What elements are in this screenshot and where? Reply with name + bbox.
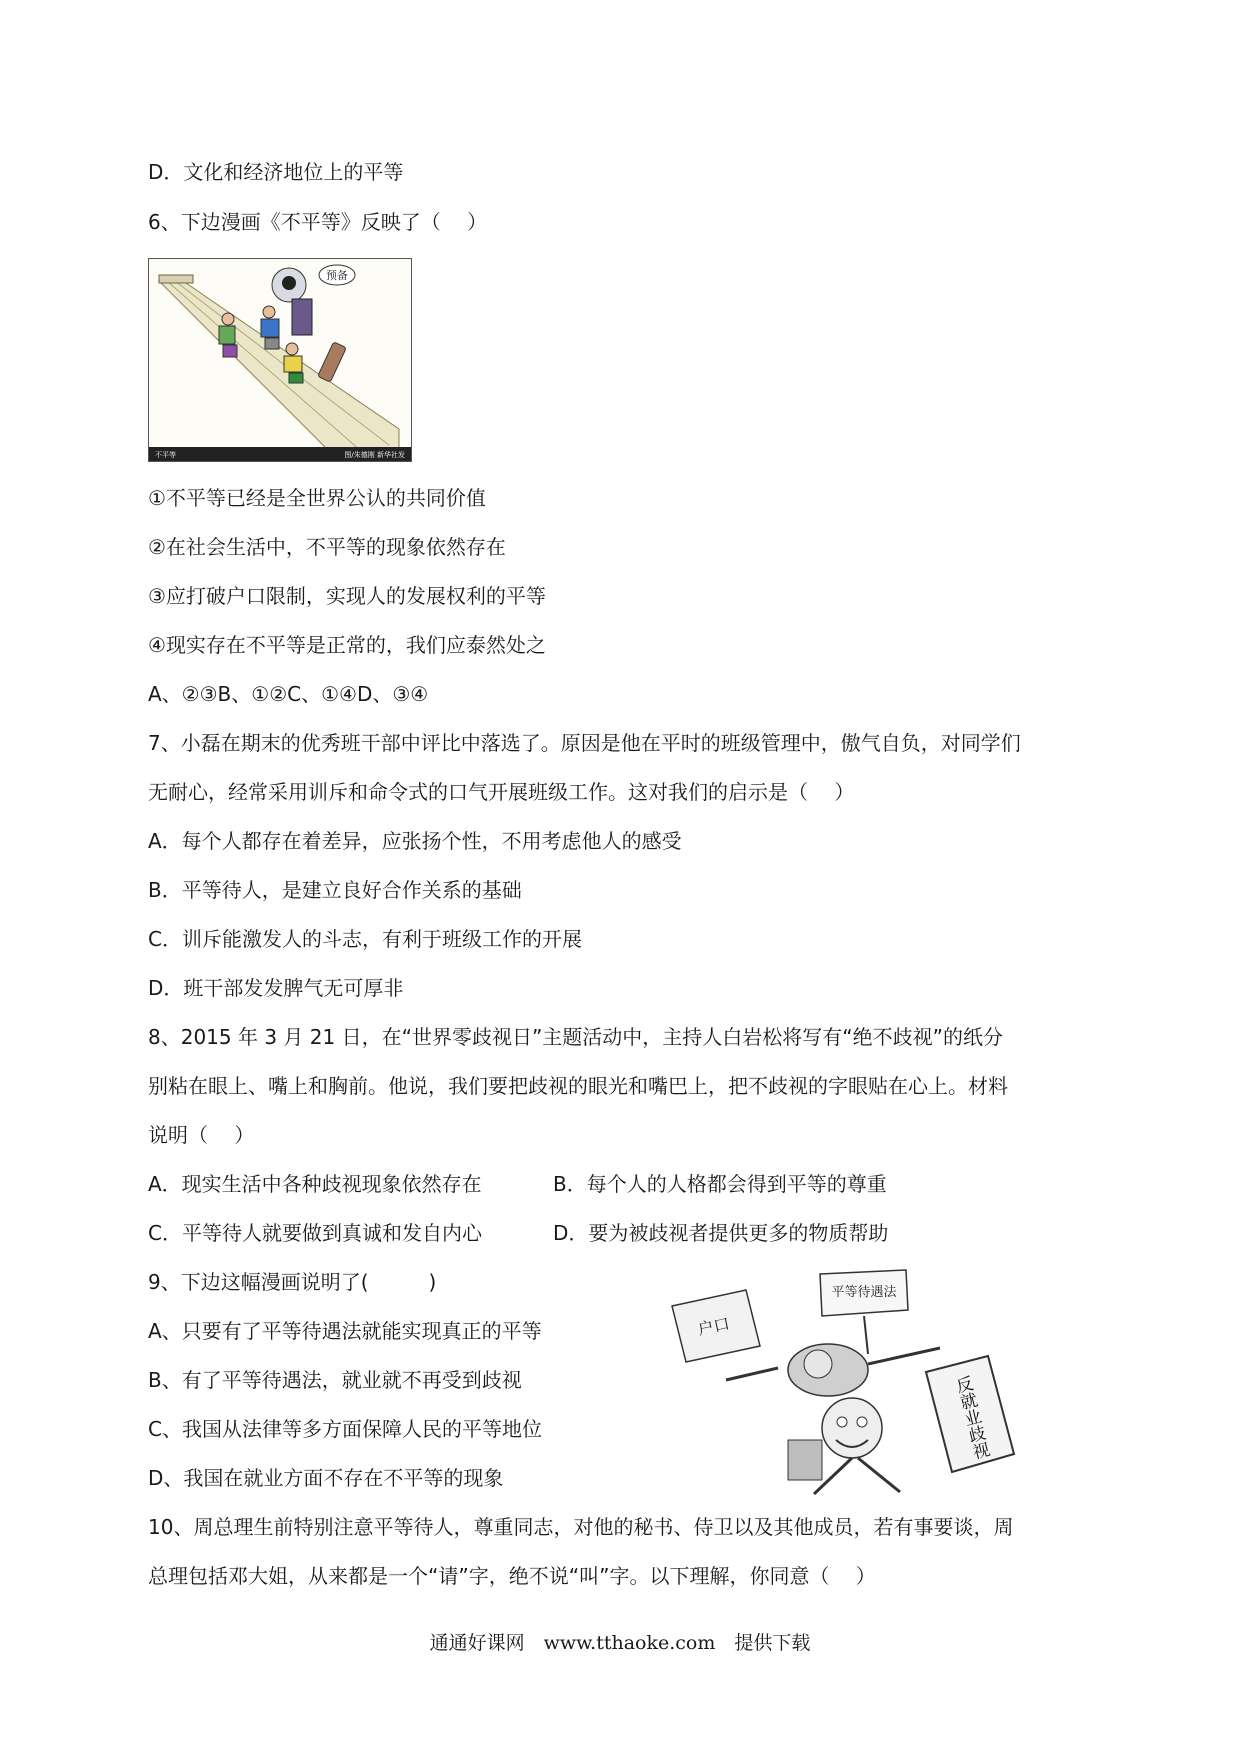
cartoon-top-sign-text: 平等待遇法 — [831, 1285, 897, 1300]
q9-option-b: B、有了平等待遇法，就业就不再受到歧视 — [148, 1368, 522, 1392]
page-footer: 通通好课网 www.tthaoke.com 提供下载 — [429, 1632, 811, 1654]
q7-stem-line-1: 7、小磊在期末的优秀班干部中评比中落选了。原因是他在平时的班级管理中，傲气自负，对同学们 — [148, 731, 1021, 755]
q6-options: A、②③B、①②C、①④D、③④ — [148, 682, 429, 706]
cartoon-caption-right: 图/朱德刚 新华社发 — [344, 451, 405, 459]
race-cartoon-illustration — [149, 259, 411, 461]
q9-stem: 9、下边这幅漫画说明了( ) — [148, 1270, 437, 1294]
q6-statement-4: ④现实存在不平等是正常的，我们应泰然处之 — [148, 633, 546, 657]
q9-option-c: C、我国从法律等多方面保障人民的平等地位 — [148, 1417, 542, 1441]
q7-option-b: B．平等待人，是建立良好合作关系的基础 — [148, 878, 522, 902]
q9-cartoon — [668, 1268, 1040, 1498]
cartoon-badge-text: 预备 — [326, 269, 348, 282]
q7-option-c: C．训斥能激发人的斗志，有利于班级工作的开展 — [148, 927, 582, 951]
q6-statement-2: ②在社会生活中，不平等的现象依然存在 — [148, 535, 506, 559]
q7-stem-line-2: 无耐心，经常采用训斥和命令式的口气开展班级工作。这对我们的启示是（ ） — [148, 780, 855, 804]
q10-stem-line-1: 10、周总理生前特别注意平等待人，尊重同志，对他的秘书、侍卫以及其他成员，若有事要谈，周 — [148, 1515, 1014, 1539]
q6-cartoon — [148, 258, 412, 462]
q7-option-d: D．班干部发发脾气无可厚非 — [148, 976, 404, 1000]
q8-stem-line-2: 别粘在眼上、嘴上和胸前。他说，我们要把歧视的眼光和嘴巴上，把不歧视的字眼贴在心上。材料 — [148, 1074, 1008, 1098]
q7-option-a: A．每个人都存在着差异，应张扬个性，不用考虑他人的感受 — [148, 829, 682, 853]
q8-stem-line-3: 说明（ ） — [148, 1123, 255, 1147]
q9-option-d: D、我国在就业方面不存在不平等的现象 — [148, 1466, 504, 1490]
q6-statement-3: ③应打破户口限制，实现人的发展权利的平等 — [148, 584, 546, 608]
q8-option-b: B．每个人的人格都会得到平等的尊重 — [553, 1172, 887, 1196]
q5-option-d: D．文化和经济地位上的平等 — [148, 160, 404, 184]
q10-stem-line-2: 总理包括邓大姐，从来都是一个“请”字，绝不说“叫”字。以下理解，你同意（ ） — [148, 1564, 876, 1588]
cartoon-caption-left: 不平等 — [155, 451, 176, 459]
q6-stem: 6、下边漫画《不平等》反映了（ ） — [148, 210, 488, 234]
q8-option-c: C．平等待人就要做到真诚和发自内心 — [148, 1221, 482, 1245]
cartoon-paper-text: 户口 — [696, 1313, 732, 1340]
q9-option-a: A、只要有了平等待遇法就能实现真正的平等 — [148, 1319, 542, 1343]
q6-statement-1: ①不平等已经是全世界公认的共同价值 — [148, 486, 486, 510]
q8-stem-line-1: 8、2015 年 3 月 21 日，在“世界零歧视日”主题活动中，主持人白岩松将写有“绝不歧视”的纸分 — [148, 1025, 1004, 1049]
q8-option-a: A．现实生活中各种歧视现象依然存在 — [148, 1172, 482, 1196]
cartoon-right-sign-text: 反就业歧视 — [950, 1374, 991, 1462]
q8-option-d: D．要为被歧视者提供更多的物质帮助 — [553, 1221, 889, 1245]
employment-cartoon-illustration — [668, 1268, 1040, 1498]
